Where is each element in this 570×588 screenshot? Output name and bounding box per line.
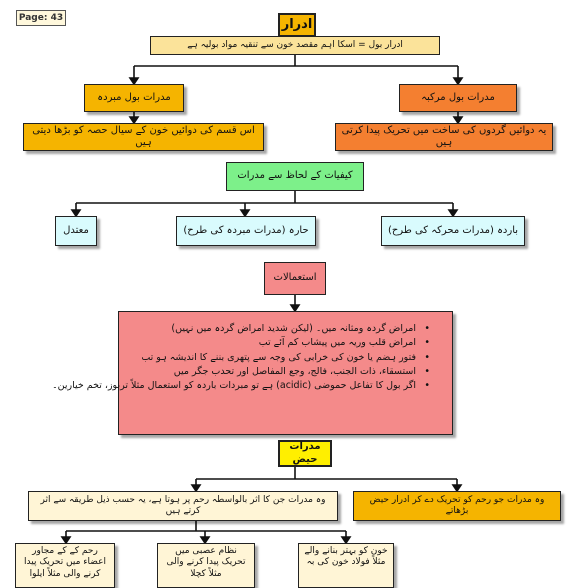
haiz-sub-box-3: خون کو بہتر بنانے والے مثلاً فولاد خون کی بہ (298, 543, 394, 588)
barida-box: باردہ (مدرات محرکہ کی طرح) (381, 216, 525, 246)
mudirrat-mubarrid-box: مدرات بول مبردہ (84, 84, 184, 112)
definition-box: ادرار بول = اسکا اہم مقصد خون سے تنقیہ مواد بولیہ ہے (150, 36, 440, 55)
page-number-label: Page: 43 (16, 10, 66, 26)
harra-box: حارہ (مدرات مبردہ کی طرح) (176, 216, 316, 246)
mudirrat-murakkab-box: مدرات بول مرکبہ (399, 84, 517, 112)
istemalat-item: • استسقاء، ذات الجنب، فالج، وجع المفاصل اور تحدب جگر میں (131, 365, 426, 379)
mudirrat-mubarrid-description: اس قسم کی دوائیں خون کے سیال حصہ کو بڑھا دیتی ہیں (23, 123, 264, 151)
motadil-box: معتدل (55, 216, 97, 246)
mudirrat-murakkab-description: یہ دوائیں گردوں کی ساخت میں تحریک پیدا کرتی ہیں (335, 123, 553, 151)
mudirrat-haiz-box: مدرات حیض (278, 440, 332, 467)
title-box: ادرار (278, 13, 316, 37)
kaifiyat-box: کیفیات کے لحاظ سے مدرات (226, 162, 364, 191)
haiz-sub-box-2: نظام عصبی میں تحریک پیدا کرنے والی مثلاً کچلا (157, 543, 255, 588)
istemalat-item: • فتور ہضم یا خون کی خرابی کی وجہ سے پتھری بننے کا اندیشہ ہو تب (131, 351, 426, 365)
istemalat-box: استعمالات (264, 262, 326, 295)
haiz-sub-box-1: رحم کے کے مجاور اعضاء میں تحریک پیدا کرنے والی مثلاً ایلوا (15, 543, 115, 588)
haiz-indirect-box: وہ مدرات جن کا اثر بالواسطہ رحم پر ہوتا ہے، یہ حسب ذیل طریقہ سے اثر کرتے ہیں (28, 491, 338, 521)
istemalat-item: • اگر بول کا تفاعل حموضی (acidic) ہے تو مبردات باردہ کو استعمال مثلاً تربوز، تخم خیارین۔ (131, 379, 426, 393)
istemalat-item: • امراض گردہ ومثانہ میں۔ (لیکن شدید امراض گردہ میں نہیں) (131, 322, 426, 336)
istemalat-list (52, 311, 453, 435)
haiz-direct-box: وہ مدرات جو رحم کو تحریک دے کر ادرار حیض بڑھاتے (353, 491, 561, 521)
istemalat-item: • امراض قلب وریہ میں پیشاب کم آئے تب (131, 336, 426, 350)
